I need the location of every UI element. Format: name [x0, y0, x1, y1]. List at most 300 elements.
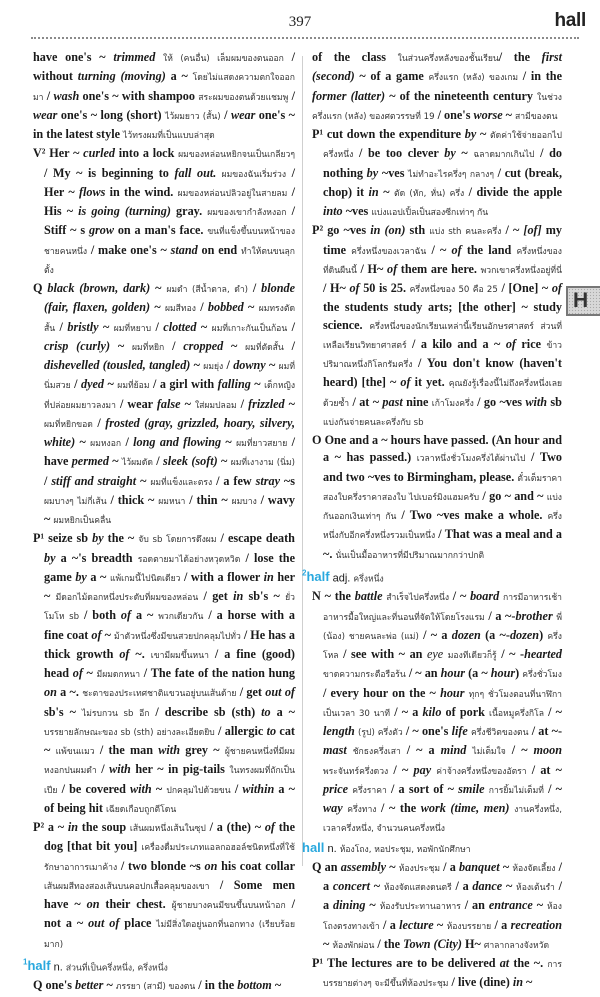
keyword: pay — [413, 762, 432, 777]
entry-paragraph — [312, 588, 562, 838]
thai-gloss: รอดตายมาได้อย่างหวุดหวิด — [137, 554, 241, 565]
thai-gloss: ครึ่งหนึ่งของเวลาฉัน — [351, 246, 427, 257]
thai-gloss: ครึ่งโหล — [323, 631, 562, 662]
keyword: out of — [88, 916, 120, 931]
keyword: long and flowing — [133, 435, 222, 449]
keyword: first (second) — [312, 50, 562, 84]
phrase: / He has a thick growth — [44, 627, 296, 661]
keyword: Town (City) — [403, 936, 462, 951]
keyword: better — [75, 978, 104, 993]
keyword: entrance — [488, 898, 533, 913]
thai-gloss: พระจันทร์ครึ่งดวง — [323, 766, 389, 777]
phrase: / Some men have ~ — [44, 877, 295, 911]
keyword: with — [525, 394, 548, 409]
section-label: Q — [33, 281, 43, 295]
part-of-speech: n. — [327, 842, 337, 855]
section-label: P¹ — [33, 531, 45, 546]
keyword: dozen — [451, 627, 481, 642]
thai-gloss: ไม่รบกวน sb อีก — [81, 708, 150, 719]
thai-gloss: ห้องเต้นรำ — [516, 883, 555, 894]
thai-gloss: ไว้ผมดัด — [121, 458, 153, 469]
keyword: on — [86, 897, 100, 911]
entry-paragraph — [312, 432, 562, 565]
phrase: ~ the — [320, 589, 355, 604]
entry-paragraph — [312, 859, 562, 955]
keyword: at — [499, 956, 510, 971]
phrase: / go ~ and ~ — [479, 488, 547, 503]
phrase: / live (dine) — [448, 975, 513, 990]
thai-gloss: ชะตาของประเทศชาติแขวนอยู่บนเส้นด้าย — [82, 689, 237, 700]
phrase: / a girl with — [149, 377, 218, 392]
thai-gloss: ตัด (หัก, หั่น) ครึ่ง — [394, 188, 465, 199]
thai-gloss: ทุกๆ ชั่วโมงตอนที่นาฬิกาเป็นเวลา 30 นาที — [323, 689, 562, 719]
phrase: the land — [461, 242, 517, 257]
phrase: / ~ — [449, 589, 471, 604]
keyword: kilo — [422, 704, 442, 719]
keyword: banquet — [459, 859, 500, 874]
thai-gloss: พวกเขาครึ่งหนึ่งอยู่ที่นี่ — [480, 265, 562, 276]
phrase: / describe sb (sth) — [149, 704, 262, 719]
phrase: ~ — [190, 358, 204, 372]
thai-gloss: ผมบางๆ ไม่กี่เส้น — [44, 496, 107, 507]
keyword: trimmed — [113, 50, 156, 64]
thai-gloss: ผมที่ย้อม — [117, 381, 150, 392]
entry-paragraph — [33, 977, 295, 996]
phrase: ~ — [265, 358, 279, 372]
thai-gloss: ให้ (คนอื่น) เล็มผมของตนออก — [163, 54, 284, 64]
thai-gloss: ห้องพักผ่อน — [332, 940, 375, 951]
keyword: of — [91, 627, 102, 642]
phrase: ~ — [223, 338, 246, 353]
phrase: ~ — [386, 859, 399, 874]
phrase: / Two and two ~ves to Birmingham, please. — [323, 450, 562, 484]
phrase: / — [43, 88, 54, 103]
thai-gloss: ในทรงผมที่ถักเป็นเปีย — [44, 766, 295, 796]
phrase: / — [121, 435, 134, 449]
thai-gloss: การบรรยายต่างๆ จะมีขึ้นที่ห้องประชุม — [323, 960, 562, 990]
phrase: / — [164, 338, 184, 353]
thai-gloss: ผู้ชายบางคนมีขนขึ้นบนหน้าอก — [171, 901, 286, 911]
phrase: ~ — [150, 281, 167, 295]
phrase: ~ — [103, 978, 116, 993]
phrase: ~ — [98, 319, 114, 334]
phrase: ~. — [129, 646, 151, 661]
section-label: V² — [33, 146, 46, 161]
phrase: a ~. — [56, 685, 83, 700]
phrase: ~ — [196, 319, 212, 334]
phrase: a ~ — [131, 608, 159, 623]
phrase: Her ~ — [45, 146, 84, 161]
keyword: bottom — [237, 978, 272, 993]
keyword: hour — [440, 685, 465, 700]
phrase: / every hour on the ~ — [323, 685, 441, 700]
phrase: / lose the game — [44, 550, 295, 584]
phrase: her ~ — [44, 569, 295, 603]
phrase: / — [223, 358, 234, 372]
thai-gloss: ห้องจัดเลี้ยง — [512, 863, 556, 874]
thai-gloss: ผู้ชายคนหนึ่งที่มีผมหงอกปนผมดำ — [44, 747, 296, 777]
thai-gloss: มองทีเดียวก็รู้ — [447, 651, 497, 662]
phrase: / a ~- — [484, 608, 516, 623]
phrase: / Stiff ~ s — [44, 204, 295, 238]
phrase: a ~ — [165, 69, 193, 84]
keyword: mind — [440, 743, 467, 758]
thai-gloss: ผมหนา — [158, 496, 186, 507]
phrase: a ~ — [270, 704, 295, 719]
phrase: / be too clever — [353, 146, 445, 161]
phrase: ~ — [502, 107, 516, 122]
keyword: brother — [515, 608, 553, 623]
keyword: stray — [255, 473, 280, 488]
phrase: / not a ~ — [44, 897, 295, 931]
phrase: 50 is 25. — [359, 281, 410, 295]
thai-gloss: เวลาหนึ่งชั่วโมงครึ่งได้ผ่านไป — [416, 454, 526, 465]
thai-gloss: ไม่มีสิ่งใดอยู่นอกที่นอกทาง (เรียบร้อยมาก) — [44, 920, 295, 950]
phrase: / You don't know (haven't heard) [the] ~ — [323, 356, 562, 390]
keyword: hour — [490, 666, 516, 681]
phrase: one's ~ long (short) — [57, 107, 166, 122]
thai-gloss: ฉลาดมากเกินไป — [473, 150, 535, 161]
keyword: in — [263, 569, 274, 584]
phrase: ~ves — [342, 204, 372, 218]
thai-gloss: ครึ่งราคา — [352, 785, 387, 796]
thumb-index-letter: H — [573, 289, 589, 312]
phrase: in the wind. — [105, 184, 178, 199]
keyword: fall out. — [174, 165, 217, 180]
phrase: / ~ a — [418, 627, 452, 642]
thai-gloss: ผมหงอก — [90, 439, 122, 449]
keyword: dining — [332, 898, 366, 913]
thai-gloss: การมีอาหารเช้า อาหารมื้อใหญ่และที่นอนที่จัดให้โดยโรงแรม — [323, 593, 562, 623]
phrase: / wavy ~ — [44, 492, 296, 526]
keyword: lecture — [399, 917, 434, 932]
keyword: downy — [233, 358, 266, 372]
phrase: ~ — [180, 396, 195, 411]
phrase: / at ~ — [526, 762, 562, 777]
phrase: ~ — [221, 435, 237, 449]
phrase: cut down the expenditure — [323, 127, 465, 141]
phrase: the dog [that bit you] — [44, 820, 295, 854]
phrase: the soup — [78, 820, 130, 834]
right-column — [302, 49, 563, 994]
keyword: price — [323, 781, 349, 796]
phrase: ~ — [110, 338, 132, 353]
keyword: hour — [440, 666, 466, 681]
phrase: ~ — [499, 859, 513, 874]
thai-gloss: ส่วนที่เป็นครึ่งหนึ่ง, ครึ่งหนึ่ง — [65, 963, 168, 974]
keyword: falling — [217, 377, 251, 392]
thai-gloss: สำเร็จไปครึ่งหนึ่ง — [386, 593, 450, 604]
thai-gloss: แพ้เกมนี้ไปนิดเดียว — [109, 573, 181, 584]
keyword: clotted — [163, 319, 197, 334]
phrase: / — [220, 107, 231, 122]
thai-gloss: ครึ่งหนึ่งกับอีกครึ่งหนึ่งรวมเป็นหนึ่ง — [323, 512, 562, 542]
phrase: / ~ — [543, 781, 563, 796]
thai-gloss: แบ่งกันออกเงินเท่าๆ กัน — [323, 492, 562, 522]
keyword: work (time, men) — [420, 801, 510, 816]
thai-gloss: ไม่ทำอะไรครึ่งๆ กลางๆ — [408, 169, 494, 180]
thai-gloss: มีดอกไม้ดอกหนึ่งประดับที่ผมของหล่อน — [55, 593, 199, 603]
thai-gloss: แบ่งกันจ่ายคนละครึ่งกับ sb — [323, 417, 424, 428]
keyword: way — [323, 801, 343, 816]
keyword: dozen — [509, 627, 540, 642]
phrase: / a — [323, 859, 563, 894]
phrase: ~ — [82, 666, 97, 680]
keyword: of — [119, 646, 130, 661]
phrase: place — [119, 916, 157, 931]
headword — [23, 958, 51, 973]
phrase: ~ — [323, 936, 333, 951]
phrase: / ~ a — [400, 743, 441, 758]
column-divider — [302, 56, 303, 866]
thai-gloss: เส้นผมหนึ่งเส้นในซุป — [129, 824, 206, 834]
phrase: ~ — [365, 898, 380, 913]
phrase: ~ — [271, 978, 282, 993]
section-label: P² — [33, 820, 45, 834]
keyword: blonde (fair, flaxen, golden) — [44, 281, 295, 315]
thumb-index-tab[interactable] — [566, 286, 600, 316]
keyword: length — [323, 724, 355, 739]
phrase: / — [236, 396, 249, 411]
phrase: / the — [374, 936, 404, 951]
phrase: ~ — [75, 435, 91, 449]
keyword: dyed — [80, 377, 104, 392]
thai-gloss: ผมที่หยิกขอด — [44, 419, 93, 430]
keyword: in — [368, 184, 379, 199]
phrase: (a ~- — [480, 627, 510, 642]
phrase: ~s — [279, 473, 295, 488]
phrase: / ~ — [505, 743, 534, 758]
phrase: / cut (break, chop) it — [323, 165, 562, 199]
phrase: ~ — [532, 898, 547, 913]
thai-gloss: เนื้อหมูครึ่งกิโล — [489, 708, 544, 719]
headword-text: hall — [302, 839, 325, 855]
phrase: / get — [236, 685, 266, 700]
thai-gloss: ครึ่งแรก (หลัง) ของเกม — [428, 73, 519, 84]
phrase: ~ — [433, 917, 447, 932]
phrase: seize sb — [44, 531, 93, 546]
keyword: in (on) — [370, 223, 406, 238]
keyword: past — [382, 394, 403, 409]
entry-paragraph — [312, 955, 562, 994]
thai-gloss: ไม่เต็มใจ — [472, 747, 506, 758]
keyword: cropped — [183, 338, 224, 353]
phrase: One and a ~ hours have passed. (An hour and a ~ has passed.) — [321, 433, 562, 465]
phrase: / have — [44, 435, 296, 469]
thai-gloss: ครึ่งหนึ่งของนักเรียนเหล่านี้เรียนอักษรศาสตร์ ส่วนที่เหลือเรียนวิทยาศาสตร์ — [323, 321, 563, 351]
keyword: of — [505, 336, 516, 351]
entry-paragraph — [312, 49, 562, 126]
thai-gloss: คุณยังรู้เรื่องนี้ไม่ถึงครึ่งหนึ่งเลยด้วยซ้ำ — [323, 379, 562, 409]
keyword: of — [551, 281, 562, 295]
phrase: / — [70, 377, 81, 392]
thai-gloss: ผมที่ยาวสยาย — [236, 439, 288, 449]
phrase: / a fine (good) head — [44, 646, 295, 680]
entry-paragraph — [33, 819, 295, 954]
thai-gloss: ผมของฉันเริ่มร่วง — [216, 169, 287, 180]
keyword: into — [323, 204, 343, 218]
thai-gloss: มีผมดกหนา — [96, 670, 141, 680]
thai-gloss: ห้องโถงตรงทางเข้า — [323, 902, 562, 932]
thai-gloss: ผมดำ (สีน้ำตาล, ดำ) — [166, 285, 248, 295]
phrase: / a few — [212, 473, 256, 488]
phrase: ~ — [378, 184, 395, 199]
dictionary-entry-half-2 — [302, 565, 562, 589]
keyword: by — [75, 569, 87, 584]
phrase: into a lock — [115, 146, 179, 161]
entry-paragraph — [33, 49, 295, 145]
keyword: wash — [53, 88, 80, 103]
keyword: worse — [473, 107, 503, 122]
thai-gloss: ครึ่งหนึ่ง — [353, 574, 384, 585]
phrase: on a man's face. — [114, 223, 208, 238]
phrase: have one's ~ — [33, 50, 114, 64]
phrase: it yet. — [410, 375, 449, 390]
phrase: / be covered — [57, 781, 131, 796]
phrase: of pork — [441, 704, 490, 719]
phrase: the ~. — [509, 956, 548, 971]
thai-gloss: ค่าจ้างครึ่งหนึ่งของอัตรา — [436, 766, 527, 777]
phrase: / at ~- — [528, 724, 563, 739]
keyword: to — [266, 723, 277, 738]
keyword: by — [444, 146, 456, 161]
section-label: Q — [312, 859, 322, 874]
thai-gloss: แบ่งแอปเปิ้ลเป็นสองซีกเท่าๆ กัน — [371, 208, 489, 218]
phrase: / divide the apple — [464, 184, 563, 199]
keyword: by — [366, 165, 379, 180]
phrase: ~ves — [378, 165, 409, 180]
phrase: a ~ — [44, 820, 68, 834]
keyword: turning (moving) — [77, 69, 166, 84]
phrase: / both — [79, 608, 121, 623]
phrase: / wear — [115, 396, 157, 411]
keyword: out of — [265, 685, 295, 700]
part-of-speech: n. — [53, 961, 63, 974]
phrase: / — [96, 762, 110, 777]
phrase: / an — [460, 898, 489, 913]
left-column — [23, 49, 296, 997]
phrase: / His ~ — [44, 184, 296, 218]
homograph-number: 2 — [302, 568, 307, 578]
phrase: / thin ~ — [185, 492, 232, 507]
thai-gloss: ผมหยิกเป็นคลื่น — [53, 516, 112, 526]
thai-gloss: ไว้ผมยาว (สั้น) — [165, 111, 221, 122]
thai-gloss: ผมของหล่อนปลิวอยู่ในสายลม — [177, 188, 288, 199]
keyword: permed — [71, 454, 109, 469]
thai-gloss: ในช่วงครึ่งแรก (หลัง) ของศตวรรษที่ 19 — [312, 92, 562, 122]
thai-gloss: (รูป) ครึ่งตัว — [358, 728, 403, 739]
thai-gloss: เครื่องดื่มประเภทแอลกอฮอล์ชนิดหนึ่งที่ใช้รักษาอาการเมาค้าง — [44, 843, 295, 873]
phrase: of the class — [312, 50, 398, 64]
thai-gloss: ครึ่งทาง — [347, 805, 377, 816]
keyword: sleek (soft) — [162, 454, 218, 469]
phrase: / — [288, 88, 295, 103]
thai-gloss: ผมที่ตัดสั้น — [245, 342, 284, 353]
thai-gloss: ครึ่งชั่วโมง — [522, 670, 562, 681]
phrase: sth — [405, 223, 430, 238]
phrase: sb — [547, 394, 562, 409]
entry-paragraph — [33, 145, 295, 280]
phrase: sb's ~ — [243, 589, 286, 603]
phrase: / in the — [195, 978, 238, 993]
phrase: my time — [323, 223, 563, 257]
phrase: ~ — [502, 879, 517, 894]
phrase: / a — [491, 917, 511, 932]
phrase: / in the — [518, 69, 562, 84]
phrase: / a — [323, 879, 563, 913]
thai-gloss: ผมที่หยาบ — [113, 323, 152, 334]
phrase: / — [248, 281, 262, 295]
headword-text: half — [306, 569, 330, 585]
phrase: / a horse with a fine coat — [44, 608, 295, 642]
phrase: / thick ~ — [106, 492, 159, 507]
phrase: / a kilo and a ~ — [406, 336, 506, 351]
phrase: / [One] ~ — [497, 281, 552, 295]
phrase: / Her ~ — [44, 165, 295, 199]
keyword: eye — [426, 647, 444, 662]
thai-gloss: ผมที่หยิก — [131, 342, 165, 353]
keyword: within — [242, 781, 275, 796]
keyword: stiff and straight — [51, 473, 137, 488]
headword — [302, 569, 330, 584]
keyword: hearted — [524, 647, 562, 662]
keyword: with — [130, 781, 152, 796]
thai-gloss: ผมที่นิ่มสวย — [44, 362, 296, 392]
part-of-speech: adj. — [332, 572, 351, 585]
entry-paragraph — [33, 280, 295, 530]
keyword: of — [387, 261, 398, 276]
keyword: by — [92, 531, 104, 546]
headword — [302, 840, 324, 855]
thai-gloss: เก้าโมงครึ่ง — [431, 398, 474, 409]
keyword: of — [72, 666, 83, 680]
phrase: ~ — [104, 377, 118, 392]
keyword: recreation — [510, 917, 563, 932]
section-label: P¹ — [312, 127, 324, 141]
thai-gloss: ผมที่เงางาม (นิ่ม) — [230, 458, 295, 469]
thai-gloss: ผมที่เกาะกันเป็นก้อน — [211, 323, 288, 334]
phrase: grey ~ — [179, 743, 225, 757]
keyword: of — [400, 375, 411, 390]
section-label: P² — [312, 223, 324, 238]
phrase: / a — [451, 879, 473, 894]
thai-gloss: นั่นเป็นมื้ออาหารที่มีปริมาณมากกว่าปกติ — [335, 550, 485, 561]
keyword: in — [512, 975, 523, 990]
keyword: assembly — [340, 859, 387, 874]
thai-gloss: ผมยุ่ง — [203, 362, 224, 372]
keyword: smile — [458, 781, 485, 796]
phrase: one's ~ in the latest style — [33, 107, 296, 141]
phrase: (a ~ — [465, 666, 491, 681]
phrase: the students study arts; [the other] ~ study science. — [323, 300, 562, 332]
section-label: P¹ — [312, 956, 324, 971]
thai-gloss: แพ้ขนแมว — [55, 747, 95, 757]
keyword: flows — [78, 184, 106, 199]
keyword: of — [120, 608, 132, 623]
phrase: / The fate of the nation hung — [140, 666, 295, 680]
phrase: ~ — [108, 454, 122, 469]
thai-gloss: ไว้ทรงผมที่เป็นแบบล่าสุด — [123, 131, 215, 141]
keyword: dance — [472, 879, 503, 894]
thai-gloss: ตัดค่าใช้จ่ายออกไปครึ่งหนึ่ง — [323, 131, 562, 161]
thai-gloss: ผมทรงตัดสั้น — [44, 304, 296, 334]
thai-gloss: ใส่ผมปลอม — [194, 400, 237, 411]
keyword: frizzled — [248, 396, 285, 411]
phrase: / escape death — [216, 531, 295, 546]
thai-gloss: จับ sb โดยการดึงผม — [138, 535, 217, 546]
phrase: / — [92, 415, 106, 430]
keyword: stand — [170, 242, 198, 257]
